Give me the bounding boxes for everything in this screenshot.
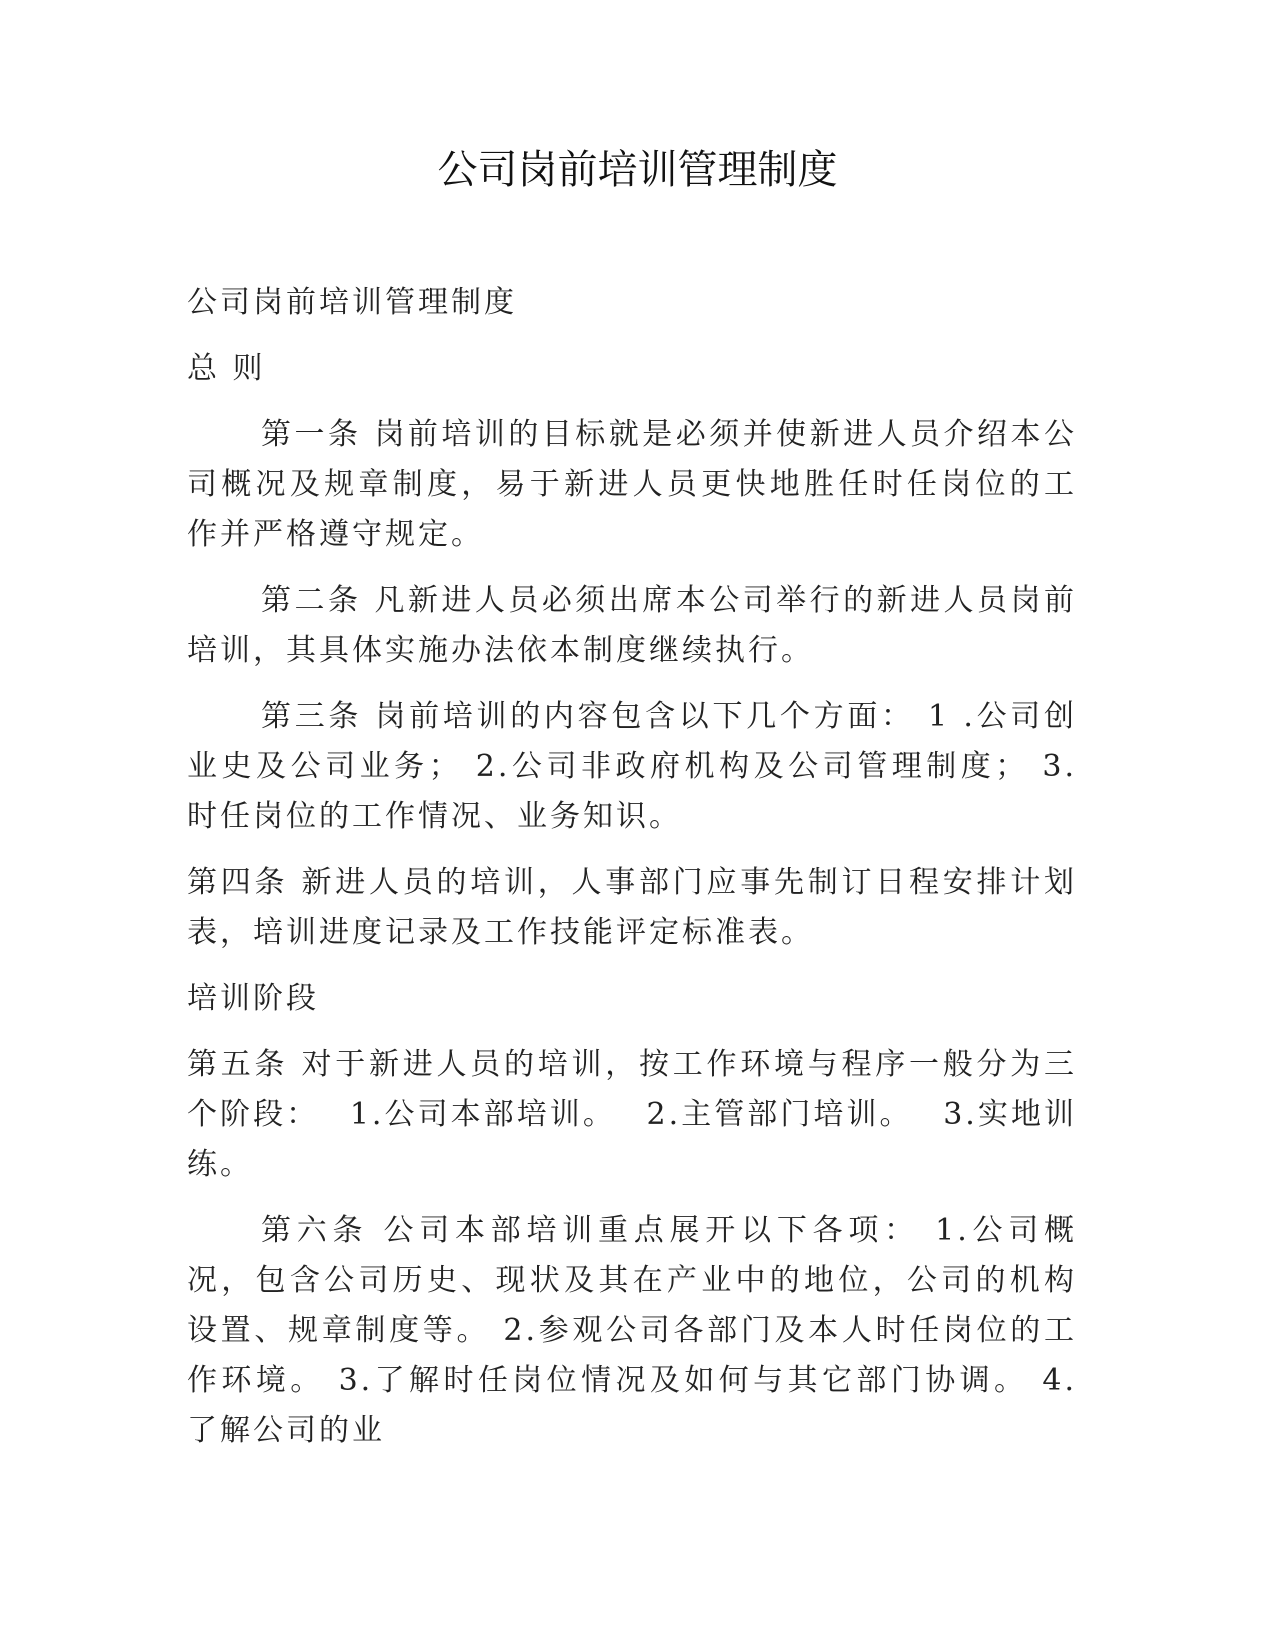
article-4: 第四条 新进人员的培训，人事部门应事先制订日程安排计划表，培训进度记录及工作技能评定标准表。 bbox=[187, 865, 1077, 950]
article-2: 第二条 凡新进人员必须出席本公司举行的新进人员岗前培训，其具体实施办法依本制度继续执行。 bbox=[187, 583, 1077, 668]
section-heading-general: 总 则 bbox=[187, 351, 266, 386]
article-6: 第六条 公司本部培训重点展开以下各项： 1.公司概况，包含公司历史、现状及其在产业中的地位，公司的机构设置、规章制度等。 2.参观公司各部门及本人时任岗位的工作环境。 3.了解时任岗位情况及如何与其它部门协调。 4. 了解公司的业 bbox=[187, 1213, 1077, 1448]
article-1: 第一条 岗前培训的目标就是必须并使新进人员介绍本公司概况及规章制度，易于新进人员更快地胜任时任岗位的工作并严格遵守规定。 bbox=[187, 417, 1077, 552]
article-5: 第五条 对于新进人员的培训，按工作环境与程序一般分为三个阶段： 1.公司本部培训。 2.主管部门培训。 3.实地训练。 bbox=[187, 1047, 1077, 1182]
section-heading-stages: 培训阶段 bbox=[187, 981, 319, 1016]
document-title: 公司岗前培训管理制度 bbox=[437, 147, 838, 193]
document-subtitle: 公司岗前培训管理制度 bbox=[187, 285, 517, 320]
article-3: 第三条 岗前培训的内容包含以下几个方面： 1 .公司创业史及公司业务； 2.公司非政府机构及公司管理制度； 3. 时任岗位的工作情况、业务知识。 bbox=[187, 699, 1077, 834]
document-body bbox=[187, 278, 1077, 1472]
